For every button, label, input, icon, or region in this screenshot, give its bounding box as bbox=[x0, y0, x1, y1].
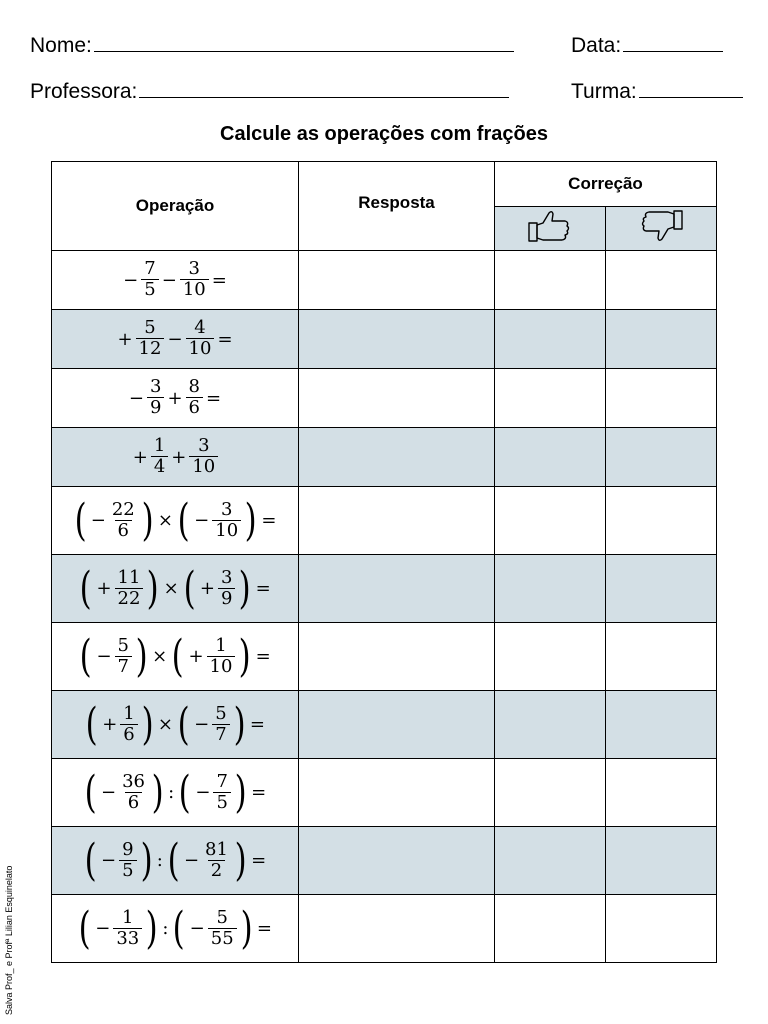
numerator: 5 bbox=[144, 317, 156, 339]
term bbox=[127, 378, 166, 418]
operations-table bbox=[51, 161, 717, 963]
operation-cell bbox=[52, 251, 299, 310]
operation-cell bbox=[52, 428, 299, 487]
correct-mark-cell[interactable] bbox=[495, 759, 606, 827]
right-paren: ) bbox=[239, 562, 252, 614]
equals-sign: = bbox=[256, 918, 272, 939]
fraction bbox=[115, 566, 144, 609]
right-paren: ) bbox=[240, 902, 253, 954]
parenthesized-term bbox=[165, 834, 249, 886]
right-paren: ) bbox=[135, 630, 148, 682]
denominator: 9 bbox=[218, 588, 235, 609]
professora-field[interactable] bbox=[139, 80, 509, 98]
term bbox=[131, 437, 170, 477]
fraction bbox=[189, 437, 218, 477]
operation-cell bbox=[52, 759, 299, 827]
right-paren: ) bbox=[239, 630, 252, 682]
operation-cell bbox=[52, 310, 299, 369]
table-row bbox=[52, 251, 717, 310]
operation-expression bbox=[52, 319, 298, 359]
left-paren: ( bbox=[167, 834, 180, 886]
sign: + bbox=[199, 578, 215, 599]
denominator: 4 bbox=[151, 456, 168, 477]
fraction bbox=[141, 260, 158, 300]
fraction bbox=[119, 770, 148, 813]
parenthesized-term bbox=[82, 766, 166, 818]
fraction bbox=[151, 437, 168, 477]
answer-cell[interactable] bbox=[299, 428, 495, 487]
right-paren: ) bbox=[145, 902, 158, 954]
sign: − bbox=[195, 782, 211, 803]
correct-mark-cell[interactable] bbox=[495, 369, 606, 428]
operation-cell bbox=[52, 369, 299, 428]
turma-field[interactable] bbox=[639, 80, 743, 98]
right-paren: ) bbox=[234, 766, 247, 818]
parenthesized-term bbox=[175, 698, 248, 750]
right-paren: ) bbox=[234, 834, 247, 886]
fraction bbox=[180, 260, 209, 300]
thumbs-up-icon bbox=[527, 208, 573, 244]
sign: + bbox=[171, 446, 187, 468]
numerator: 36 bbox=[122, 770, 145, 792]
sign: − bbox=[194, 510, 210, 531]
fraction bbox=[136, 319, 165, 359]
equals-sign: = bbox=[261, 510, 277, 531]
equals-sign: = bbox=[251, 782, 267, 803]
equals-sign: = bbox=[251, 850, 267, 871]
correct-mark-cell[interactable] bbox=[495, 555, 606, 623]
term bbox=[165, 319, 215, 359]
data-label: Data: bbox=[571, 34, 622, 57]
right-paren: ) bbox=[140, 834, 153, 886]
denominator: 5 bbox=[213, 792, 230, 813]
fraction bbox=[109, 498, 138, 541]
page-title: Calcule as operações com frações bbox=[220, 123, 548, 145]
numerator: 11 bbox=[117, 566, 141, 588]
parenthesized-term bbox=[83, 698, 156, 750]
table-row bbox=[52, 428, 717, 487]
numerator: 5 bbox=[216, 906, 228, 928]
table-row bbox=[52, 310, 717, 369]
left-paren: ( bbox=[183, 562, 196, 614]
data-line bbox=[571, 34, 723, 58]
numerator: 22 bbox=[111, 498, 135, 520]
denominator: 5 bbox=[119, 860, 136, 881]
numerator: 1 bbox=[122, 906, 134, 928]
term bbox=[169, 437, 219, 477]
fraction bbox=[186, 378, 203, 418]
sign: + bbox=[132, 446, 148, 468]
left-paren: ( bbox=[177, 494, 190, 546]
correct-mark-cell[interactable] bbox=[495, 428, 606, 487]
equals-sign: = bbox=[249, 714, 265, 735]
parenthesized-term bbox=[77, 562, 161, 614]
wrong-mark-cell[interactable] bbox=[606, 369, 717, 428]
turma-line bbox=[571, 80, 743, 104]
wrong-mark-cell[interactable] bbox=[606, 487, 717, 555]
equals-sign: = bbox=[206, 387, 222, 409]
operation-expression bbox=[52, 766, 298, 818]
fraction bbox=[113, 906, 142, 949]
wrong-mark-cell[interactable] bbox=[606, 555, 717, 623]
wrong-mark-cell[interactable] bbox=[606, 691, 717, 759]
wrong-mark-cell[interactable] bbox=[606, 251, 717, 310]
fraction bbox=[218, 566, 235, 609]
fraction bbox=[186, 319, 215, 359]
parenthesized-term bbox=[76, 902, 160, 954]
correct-mark-cell[interactable] bbox=[495, 691, 606, 759]
thumbs-down-icon bbox=[638, 208, 684, 244]
left-paren: ( bbox=[79, 562, 92, 614]
sign: + bbox=[102, 714, 118, 735]
professora-label: Professora: bbox=[30, 80, 138, 103]
table-row bbox=[52, 369, 717, 428]
operator: × bbox=[157, 714, 173, 735]
operation-cell bbox=[52, 895, 299, 963]
operation-cell bbox=[52, 827, 299, 895]
denominator: 10 bbox=[189, 456, 218, 477]
answer-cell[interactable] bbox=[299, 827, 495, 895]
operation-expression bbox=[52, 698, 298, 750]
denominator: 10 bbox=[186, 338, 215, 359]
left-paren: ( bbox=[178, 766, 191, 818]
numerator: 5 bbox=[215, 702, 227, 724]
denominator: 6 bbox=[120, 724, 137, 745]
nome-line bbox=[30, 34, 514, 58]
equals-sign: = bbox=[255, 578, 271, 599]
right-paren: ) bbox=[147, 562, 160, 614]
correct-mark-cell[interactable] bbox=[495, 623, 606, 691]
sign: − bbox=[161, 269, 177, 291]
table-row bbox=[52, 487, 717, 555]
left-paren: ( bbox=[79, 630, 92, 682]
left-paren: ( bbox=[177, 698, 190, 750]
term bbox=[165, 378, 204, 418]
right-paren: ) bbox=[141, 698, 154, 750]
wrong-mark-cell[interactable] bbox=[606, 310, 717, 369]
answer-cell[interactable] bbox=[299, 759, 495, 827]
equals-sign: = bbox=[217, 328, 233, 350]
numerator: 81 bbox=[205, 838, 228, 860]
fraction bbox=[213, 770, 230, 813]
numerator: 3 bbox=[198, 435, 210, 457]
operation-cell bbox=[52, 691, 299, 759]
denominator: 10 bbox=[207, 656, 236, 677]
parenthesized-term bbox=[72, 494, 156, 546]
parenthesized-term bbox=[170, 902, 254, 954]
answer-cell[interactable] bbox=[299, 691, 495, 759]
denominator: 5 bbox=[141, 279, 158, 300]
left-paren: ( bbox=[84, 766, 97, 818]
wrong-mark-cell[interactable] bbox=[606, 759, 717, 827]
numerator: 1 bbox=[215, 634, 227, 656]
denominator: 6 bbox=[115, 520, 132, 541]
denominator: 6 bbox=[125, 792, 142, 813]
answer-cell[interactable] bbox=[299, 487, 495, 555]
table-row bbox=[52, 827, 717, 895]
table-row bbox=[52, 691, 717, 759]
operator: : bbox=[168, 782, 175, 803]
right-paren: ) bbox=[151, 766, 164, 818]
answer-cell[interactable] bbox=[299, 251, 495, 310]
sign: − bbox=[95, 918, 111, 939]
wrong-mark-cell[interactable] bbox=[606, 428, 717, 487]
numerator: 9 bbox=[122, 838, 134, 860]
parenthesized-term bbox=[77, 630, 150, 682]
answer-cell[interactable] bbox=[299, 310, 495, 369]
term bbox=[115, 319, 165, 359]
numerator: 7 bbox=[216, 770, 228, 792]
data-field[interactable] bbox=[623, 34, 723, 52]
answer-cell[interactable] bbox=[299, 369, 495, 428]
left-paren: ( bbox=[78, 902, 91, 954]
denominator: 7 bbox=[115, 656, 132, 677]
right-paren: ) bbox=[141, 494, 154, 546]
table-row bbox=[52, 895, 717, 963]
operator: × bbox=[152, 646, 168, 667]
left-paren: ( bbox=[85, 698, 98, 750]
professora-line bbox=[30, 80, 509, 104]
sign: + bbox=[167, 387, 183, 409]
right-paren: ) bbox=[233, 698, 246, 750]
header-operacao: Operação bbox=[52, 162, 299, 251]
numerator: 7 bbox=[144, 258, 156, 280]
answer-cell[interactable] bbox=[299, 623, 495, 691]
correct-mark-cell[interactable] bbox=[495, 487, 606, 555]
denominator: 10 bbox=[180, 279, 209, 300]
parenthesized-term bbox=[169, 630, 253, 682]
numerator: 3 bbox=[220, 498, 233, 520]
parenthesized-term bbox=[175, 494, 259, 546]
term bbox=[160, 260, 210, 300]
fraction bbox=[202, 838, 231, 881]
denominator: 55 bbox=[208, 928, 237, 949]
denominator: 9 bbox=[147, 397, 164, 418]
table-row bbox=[52, 759, 717, 827]
left-paren: ( bbox=[171, 630, 184, 682]
wrong-mark-cell[interactable] bbox=[606, 827, 717, 895]
wrong-mark-cell[interactable] bbox=[606, 895, 717, 963]
fraction bbox=[212, 702, 229, 745]
numerator: 8 bbox=[188, 376, 200, 398]
numerator: 1 bbox=[123, 702, 135, 724]
operation-expression bbox=[52, 494, 298, 546]
turma-label: Turma: bbox=[571, 80, 637, 103]
left-paren: ( bbox=[173, 902, 186, 954]
parenthesized-term bbox=[181, 562, 254, 614]
answer-cell[interactable] bbox=[299, 895, 495, 963]
sign: − bbox=[100, 850, 117, 871]
equals-sign: = bbox=[211, 269, 227, 291]
table-row bbox=[52, 623, 717, 691]
operation-expression bbox=[52, 630, 298, 682]
operation-expression bbox=[52, 437, 298, 477]
numerator: 3 bbox=[188, 258, 200, 280]
operation-cell bbox=[52, 555, 299, 623]
sign: + bbox=[117, 328, 133, 350]
numerator: 3 bbox=[220, 566, 233, 588]
numerator: 5 bbox=[117, 634, 129, 656]
correct-mark-cell[interactable] bbox=[495, 895, 606, 963]
fraction bbox=[120, 702, 137, 745]
operation-expression bbox=[52, 378, 298, 418]
operator: × bbox=[157, 510, 173, 531]
sign: − bbox=[128, 387, 144, 409]
denominator: 33 bbox=[113, 928, 142, 949]
parenthesized-term bbox=[82, 834, 155, 886]
fraction bbox=[147, 378, 164, 418]
equals-sign: = bbox=[255, 646, 271, 667]
denominator: 2 bbox=[208, 860, 225, 881]
nome-label: Nome: bbox=[30, 34, 92, 57]
correct-mark-cell[interactable] bbox=[495, 827, 606, 895]
operation-expression bbox=[52, 902, 298, 954]
operation-cell bbox=[52, 487, 299, 555]
fraction bbox=[212, 498, 241, 541]
operator: : bbox=[162, 918, 169, 939]
table-row bbox=[52, 555, 717, 623]
sign: − bbox=[183, 850, 200, 871]
operator: × bbox=[163, 578, 179, 599]
parenthesized-term bbox=[176, 766, 249, 818]
operation-cell bbox=[52, 623, 299, 691]
thumbs-down-cell bbox=[606, 207, 717, 251]
operation-expression bbox=[52, 834, 298, 886]
credit-text: Salva Prof_ e Profª Lilian Esquinelato bbox=[4, 865, 14, 1015]
operation-expression bbox=[52, 260, 298, 300]
denominator: 10 bbox=[212, 520, 241, 541]
sign: − bbox=[167, 328, 183, 350]
denominator: 6 bbox=[186, 397, 203, 418]
fraction bbox=[208, 906, 237, 949]
sign: − bbox=[100, 782, 117, 803]
denominator: 22 bbox=[115, 588, 144, 609]
thumbs-up-cell bbox=[495, 207, 606, 251]
sign: − bbox=[194, 714, 210, 735]
left-paren: ( bbox=[74, 494, 87, 546]
sign: − bbox=[96, 646, 112, 667]
correct-mark-cell[interactable] bbox=[495, 251, 606, 310]
operator: : bbox=[156, 850, 163, 871]
wrong-mark-cell[interactable] bbox=[606, 623, 717, 691]
sign: − bbox=[90, 510, 106, 531]
left-paren: ( bbox=[84, 834, 97, 886]
operation-expression bbox=[52, 562, 298, 614]
sign: − bbox=[123, 269, 139, 291]
fraction bbox=[115, 634, 132, 677]
term bbox=[121, 260, 160, 300]
sign: + bbox=[96, 578, 112, 599]
denominator: 7 bbox=[212, 724, 229, 745]
numerator: 3 bbox=[150, 376, 162, 398]
numerator: 1 bbox=[153, 435, 166, 457]
correct-mark-cell[interactable] bbox=[495, 310, 606, 369]
header-correcao: Correção bbox=[495, 162, 717, 207]
header-resposta: Resposta bbox=[299, 162, 495, 251]
sign: − bbox=[189, 918, 205, 939]
answer-cell[interactable] bbox=[299, 555, 495, 623]
denominator: 12 bbox=[136, 338, 165, 359]
right-paren: ) bbox=[244, 494, 257, 546]
sign: + bbox=[188, 646, 204, 667]
numerator: 4 bbox=[194, 317, 206, 339]
fraction bbox=[207, 634, 236, 677]
nome-field[interactable] bbox=[94, 34, 514, 52]
fraction bbox=[119, 838, 136, 881]
